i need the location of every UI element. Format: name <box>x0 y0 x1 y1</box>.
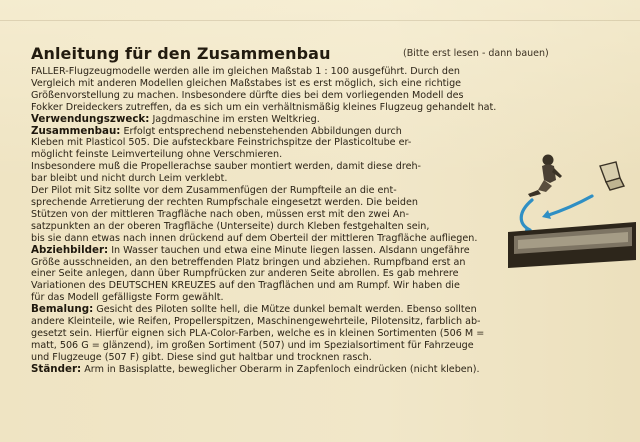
text-line: Insbesondere muß die Propellerachse sauber montiert werden, damit diese dreh- <box>31 161 422 173</box>
header <box>31 44 631 64</box>
read-first-note: (Bitte erst lesen - dann bauen) <box>403 48 549 59</box>
text-line: bar bleibt und nicht durch Leim verklebt. <box>31 173 228 185</box>
text-line: möglicht feinste Leimverteilung ohne Verschmieren. <box>31 149 283 161</box>
section-verwendung <box>31 114 611 126</box>
text-line: gesetzt sein. Hierfür eignen sich PLA-Color-Farben, welche es in kleinen Sortimenten (506 M = <box>31 327 485 339</box>
intro-line: Größenvorstellung zu machen. Insbesondere dürfte dies bei dem vorliegenden Modell des <box>31 89 464 101</box>
arrow-icon <box>521 200 532 230</box>
text-line: Der Pilot mit Sitz sollte vor dem Zusammenfügen der Rumpfteile an die ent- <box>31 185 397 197</box>
text-line: satzpunkten an der oberen Tragfläche (Unterseite) durch Kleben festgehalten sein, <box>31 220 430 232</box>
section-text: Gesicht des Piloten sollte hell, die Mütze dunkel bemalt werden. Ebenso sollten <box>96 304 477 316</box>
intro-line: FALLER-Flugzeugmodelle werden alle im gleichen Maßstab 1 : 100 ausgeführt. Durch den <box>31 66 460 77</box>
section-zusammenbau <box>31 126 521 138</box>
section-bemalung <box>31 304 611 316</box>
pilot-icon <box>528 155 562 198</box>
section-heading: Verwendungszweck: <box>31 113 150 125</box>
intro-line: Fokker Dreideckers zutreffen, da es sich um ein verhältnismäßig kleines Flugzeug gehandelt hat. <box>31 101 497 113</box>
text-line: und Flugzeuge (507 F) gibt. Diese sind gut haltbar und trocknen rasch. <box>31 351 372 363</box>
intro-line: Vergleich mit anderen Modellen gleichen Maßstabes ist es erst möglich, sich eine richtige <box>31 77 462 89</box>
text-line: Größe ausschneiden, an den betreffenden Platz bringen und abziehen. Rumpfband erst an <box>31 256 466 268</box>
text-line: bis sie dann etwas nach innen drückend auf dem Oberteil der mittleren Tragfläche aufliegen. <box>31 232 478 244</box>
text-line: einer Seite anlegen, dann über Rumpfrücken zur anderen Seite abrollen. Es gab mehrere <box>31 268 459 280</box>
section-text: Erfolgt entsprechend nebenstehenden Abbildungen durch <box>123 125 402 137</box>
section-heading: Ständer: <box>31 363 82 375</box>
section-text: Arm in Basisplatte, beweglicher Oberarm in Zapfenloch eindrücken (nicht kleben). <box>84 363 480 375</box>
text-line: sprechende Arretierung der rechten Rumpfschale eingesetzt werden. Die beiden <box>31 196 418 208</box>
arrow-icon <box>546 196 592 216</box>
paper-fold <box>0 20 640 21</box>
section-text: Jagdmaschine im ersten Weltkrieg. <box>152 113 320 125</box>
section-heading: Bemalung: <box>31 304 94 316</box>
page-title: Anleitung für den Zusammenbau <box>31 44 331 63</box>
text-line: für das Modell gefälligste Form gewählt. <box>31 292 224 304</box>
text-line: Kleben mit Plasticol 505. Die aufsteckbare Feinstrichspitze der Plasticoltube er- <box>31 137 412 149</box>
text-line: andere Kleinteile, wie Reifen, Propellerspitzen, Maschinengewehrteile, Pilotensitz, farblich ab- <box>31 316 481 328</box>
section-staender <box>31 364 611 376</box>
pilot-seat-assembly-icon <box>508 150 636 270</box>
seat-icon <box>600 162 624 190</box>
text-line: matt, 506 G = glänzend), im großen Sortiment (507) und im Spezialsortiment für Fahrzeuge <box>31 339 474 351</box>
text-line: Stützen von der mittleren Tragfläche nach oben, müssen erst mit den zwei An- <box>31 208 409 220</box>
section-text: In Wasser tauchen und etwa eine Minute liegen lassen. Alsdann ungefähre <box>111 244 470 256</box>
section-heading: Zusammenbau: <box>31 125 121 137</box>
text-line: Variationen des DEUTSCHEN KREUZES auf den Tragflächen und am Rumpf. Wir haben die <box>31 280 460 292</box>
section-heading: Abziehbilder: <box>31 244 109 256</box>
